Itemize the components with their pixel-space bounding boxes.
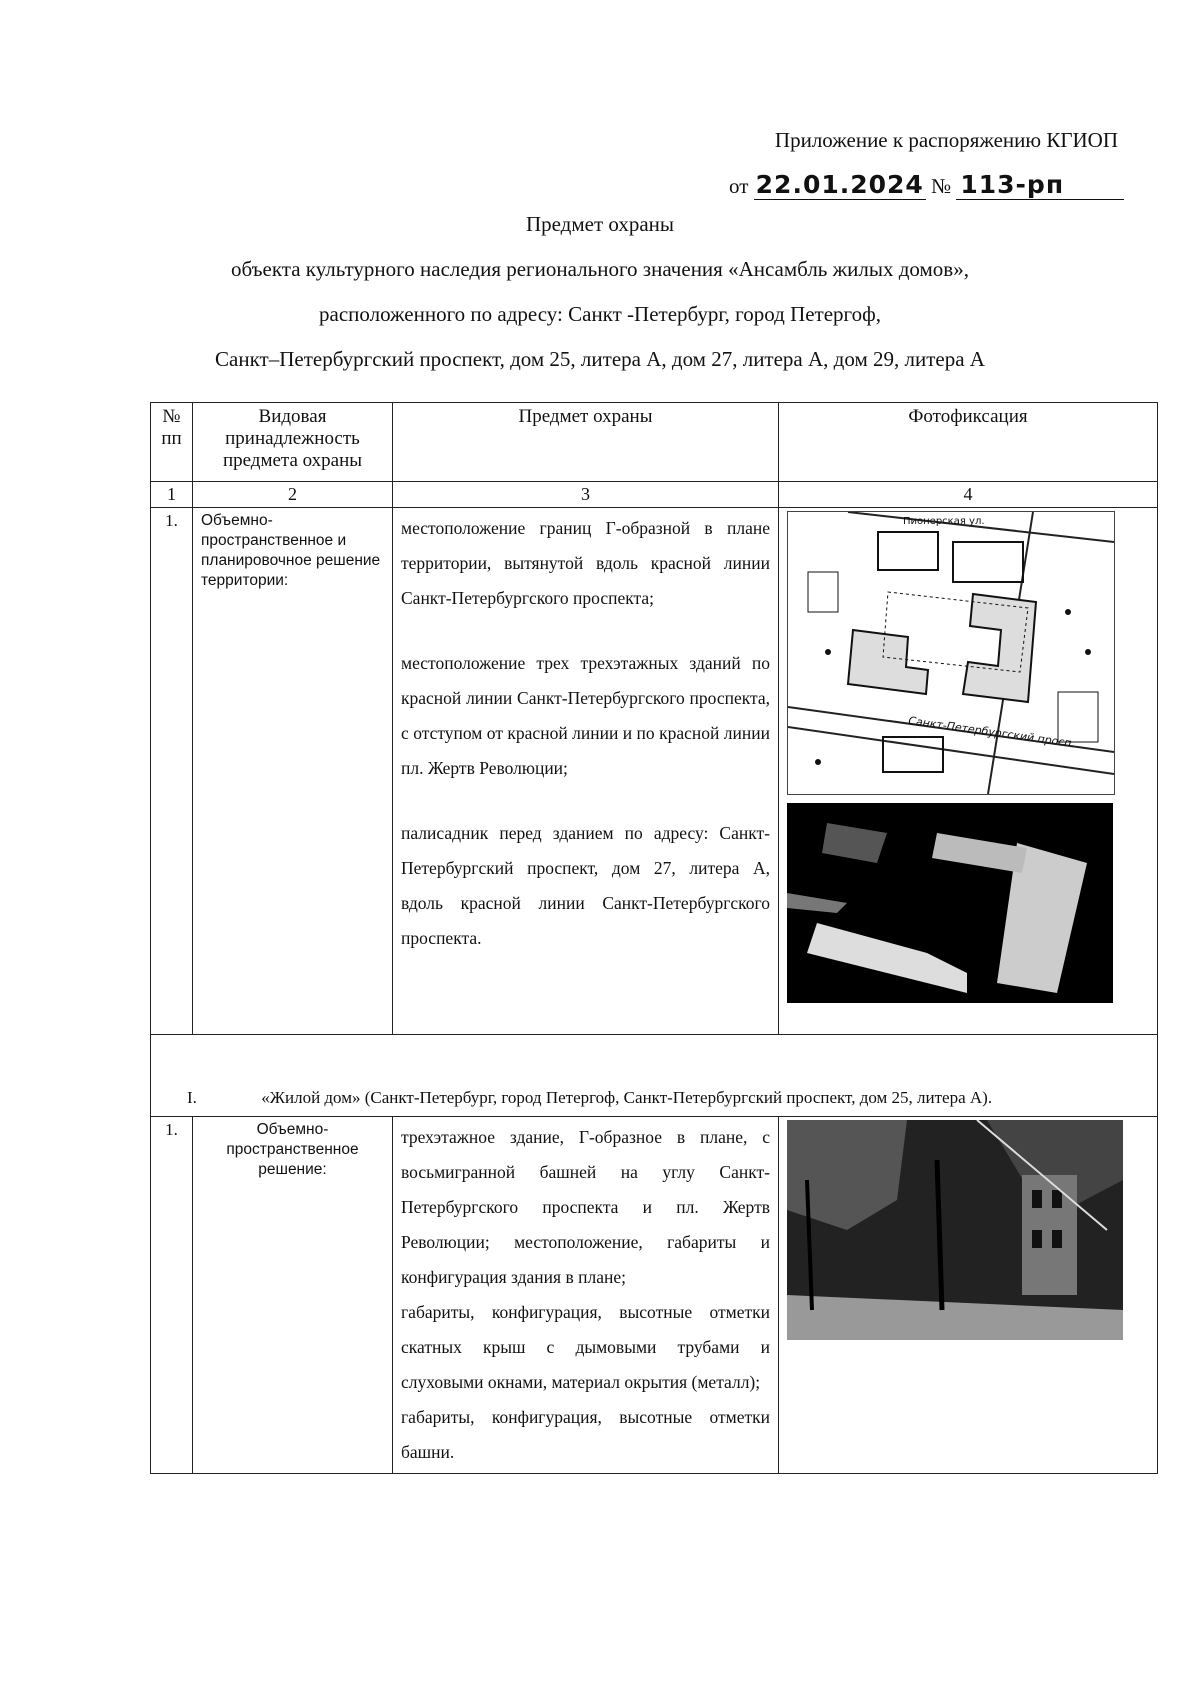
col-number: 4 — [779, 482, 1158, 508]
section-title-cell — [151, 1035, 1158, 1117]
subject-item: местоположение трех трехэтажных зданий по красной линии Санкт-Петербургского проспекта, с отступом от красной линии и по красной линии пл. Жертв Революции; — [401, 653, 770, 778]
row-number: 1. — [151, 1117, 193, 1474]
row-photos — [779, 508, 1158, 1035]
header-subject: Предмет охраны — [393, 403, 779, 482]
col-number: 3 — [393, 482, 779, 508]
col-number: 2 — [193, 482, 393, 508]
handwritten-order-number: 113-рп — [956, 170, 1124, 200]
appendix-label: Приложение к распоряжению КГИОП — [774, 128, 1118, 152]
protection-table — [150, 402, 1158, 1474]
header-num: № пп — [151, 403, 193, 482]
title-line-2: объекта культурного наследия регионального значения «Ансамбль жилых домов», — [231, 257, 969, 281]
subject-item: палисадник перед зданием по адресу: Санкт-Петербургский проспект, дом 27, литера А, вдоль красной линии Санкт-Петербургского проспекта. — [401, 823, 770, 948]
row-subjects — [393, 1117, 779, 1474]
row-category: Объемно-пространственное решение: — [193, 1117, 393, 1474]
section-row — [151, 1035, 1158, 1117]
table-header-row — [151, 403, 1158, 482]
number-sign: № — [931, 174, 952, 198]
section-number: I. — [187, 1088, 197, 1107]
handwritten-date: 22.01.2024 — [755, 170, 924, 199]
row-subjects — [393, 508, 779, 1035]
header-category: Видовая принадлежность предмета охраны — [193, 403, 393, 482]
aerial-photo — [787, 803, 1113, 1003]
title-line-1: Предмет охраны — [525, 212, 675, 236]
subject-item: местоположение границ Г-образной в плане территории, вытянутой вдоль красной линии Санкт-Петербургского проспекта; — [401, 518, 770, 608]
site-plan-map — [787, 511, 1115, 795]
subject-item: габариты, конфигурация, высотные отметки башни. — [401, 1407, 770, 1462]
row-number: 1. — [151, 508, 193, 1035]
section-title: «Жилой дом» (Санкт-Петербург, город Петергоф, Санкт-Петербургский проспект, дом 25, литера А). — [261, 1088, 993, 1107]
title-line-3: расположенного по адресу: Санкт -Петербург, город Петергоф, — [319, 302, 881, 326]
column-numbers-row — [151, 482, 1158, 508]
building-photo — [787, 1120, 1123, 1340]
title-line-4: Санкт–Петербургский проспект, дом 25, литера А, дом 27, литера А, дом 29, литера А — [215, 347, 985, 371]
map-label-bottom: Санкт-Петербургский просп. — [907, 714, 1076, 751]
order-line — [729, 170, 1124, 200]
table-row — [151, 508, 1158, 1035]
table-row — [151, 1117, 1158, 1474]
row-photos — [779, 1117, 1158, 1474]
header-photo: Фотофиксация — [779, 403, 1158, 482]
subject-item: габариты, конфигурация, высотные отметки скатных крыш с дымовыми трубами и слуховыми окнами, материал окрытия (металл); — [401, 1302, 770, 1392]
map-label-top: Пионерская ул. — [903, 516, 985, 527]
row-category: Объемно-пространственное и планировочное решение территории: — [193, 508, 393, 1035]
date-prefix: от — [729, 174, 749, 198]
subject-item: трехэтажное здание, Г-образное в плане, с восьмигранной башней на углу Санкт-Петербургского проспекта и пл. Жертв Революции; местоположение, габариты и конфигурация здания в плане; — [401, 1127, 770, 1287]
col-number: 1 — [151, 482, 193, 508]
